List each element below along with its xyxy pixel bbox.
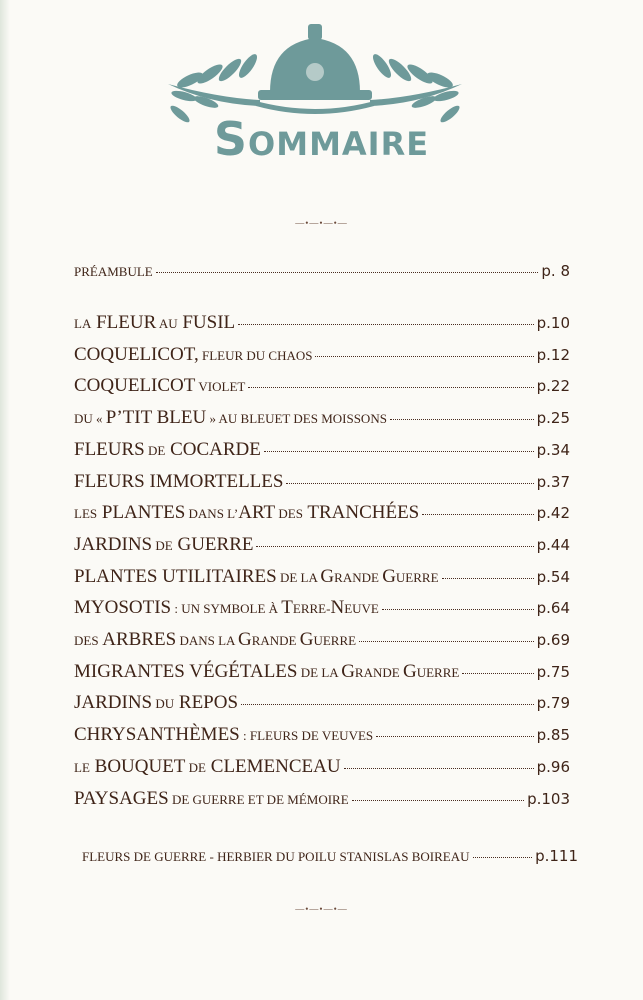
toc-entry[interactable] bbox=[74, 724, 570, 746]
toc-entry-title-part: LES bbox=[74, 506, 98, 521]
dot-leader bbox=[248, 387, 533, 388]
toc-entry-page: p.34 bbox=[536, 441, 570, 459]
toc-entry-page: p.22 bbox=[536, 377, 570, 395]
toc-entry-page: p.111 bbox=[535, 847, 578, 865]
toc-entry-title bbox=[74, 344, 312, 366]
toc-entry-title-part: UERRE bbox=[395, 570, 439, 585]
toc-entry-page: p.25 bbox=[536, 409, 570, 427]
toc-entry-title-part: VIOLET bbox=[195, 379, 246, 394]
toc-entry[interactable] bbox=[74, 629, 570, 651]
toc-entry[interactable] bbox=[74, 788, 570, 810]
toc-entry-title-part: REPOS bbox=[174, 692, 239, 713]
toc-entry-title: PRÉAMBULE bbox=[74, 264, 153, 279]
dot-leader bbox=[376, 736, 533, 737]
toc-entry-title-part: COCARDE bbox=[165, 439, 261, 460]
dot-leader bbox=[352, 800, 524, 801]
toc-entry-title-part: AU bbox=[156, 316, 178, 331]
toc-entry-title-part: : UN SYMBOLE À bbox=[171, 601, 282, 616]
toc-entry[interactable] bbox=[74, 661, 570, 683]
toc-entry-title-part: DES bbox=[74, 633, 99, 648]
toc-entry-title-part: G bbox=[299, 629, 314, 650]
toc-entry-title-part: - HERBIER DU POILU STANISLAS BOIREAU bbox=[206, 849, 470, 864]
toc-entry-title-part: ERRE- bbox=[292, 601, 331, 616]
toc-entry[interactable] bbox=[74, 597, 570, 619]
toc-entry[interactable] bbox=[74, 375, 570, 397]
toc-entry-title-part: DE bbox=[185, 760, 207, 775]
dot-leader bbox=[390, 419, 534, 420]
dot-leader bbox=[241, 704, 534, 705]
ornament-divider-top: —•—•—•— bbox=[295, 218, 348, 228]
dot-leader bbox=[442, 578, 534, 579]
toc-entry-title-part: LE bbox=[74, 760, 90, 775]
toc-entry-title bbox=[74, 724, 373, 746]
toc-entry-title-part: JARDINS bbox=[74, 692, 153, 713]
toc-entry-title-part: RANDE bbox=[334, 570, 383, 585]
toc-entry-title-part: RANDE bbox=[251, 633, 300, 648]
toc-entry-page: p.37 bbox=[536, 473, 570, 491]
toc-entry[interactable] bbox=[74, 756, 570, 778]
toc-entry-page: p.42 bbox=[536, 504, 570, 522]
toc-entry-title-part: PLANTES bbox=[97, 502, 186, 523]
toc-entry-title-part: TRANCHÉES bbox=[302, 502, 420, 523]
toc-entry-title-part: ARBRES bbox=[98, 629, 177, 650]
toc-entry-title-part: LA bbox=[74, 316, 92, 331]
toc-entry-title bbox=[74, 788, 349, 810]
toc-entry-title-part: » AU BLEUET DES MOISSONS bbox=[206, 411, 387, 426]
dot-leader bbox=[344, 768, 534, 769]
toc-entry-title-part: FUSIL bbox=[177, 312, 236, 333]
toc-entry-title-part: : FLEURS DE VEUVES bbox=[239, 728, 374, 743]
dot-leader bbox=[422, 514, 533, 515]
toc-entry[interactable] bbox=[74, 407, 570, 429]
toc-entry-page: p.69 bbox=[536, 631, 570, 649]
toc-entry-title bbox=[74, 597, 379, 619]
toc-entry-page: p. 8 bbox=[541, 262, 570, 280]
toc-entry-title-part: N bbox=[330, 597, 345, 618]
toc-entry-title-part: RANDE bbox=[354, 665, 403, 680]
toc-entry-page: p.10 bbox=[536, 314, 570, 332]
toc-entry-title-part: FLEUR bbox=[91, 312, 157, 333]
dot-leader bbox=[238, 324, 533, 325]
toc-entry-title-part: MIGRANTES VÉGÉTALES bbox=[74, 661, 298, 682]
dot-leader bbox=[156, 272, 539, 273]
toc-entry-title bbox=[82, 848, 470, 866]
toc-entry-title-part: DE bbox=[144, 443, 166, 458]
toc-entry-page: p.85 bbox=[536, 726, 570, 744]
toc-entry-page: p.96 bbox=[536, 758, 570, 776]
toc-entry-title bbox=[74, 439, 261, 461]
toc-entry-title-part: JARDINS bbox=[74, 534, 153, 555]
toc-entry-title-part: FLEURS bbox=[74, 439, 145, 460]
toc-entry-title bbox=[74, 312, 235, 334]
dot-leader bbox=[256, 546, 533, 547]
toc-entry-page: p.44 bbox=[536, 536, 570, 554]
toc-entry-title-part: DANS L’ bbox=[185, 506, 239, 521]
toc-entry-title bbox=[74, 502, 419, 524]
toc-entry-title-part: BOUQUET bbox=[89, 756, 186, 777]
toc-entry-title bbox=[74, 471, 283, 493]
toc-entry-title-part: ART bbox=[238, 502, 276, 523]
toc-entry-page: p.12 bbox=[536, 346, 570, 364]
toc-entry-appendix[interactable] bbox=[82, 847, 578, 866]
toc-entry-title-part: PLANTES UTILITAIRES bbox=[74, 566, 277, 587]
toc-entry-title-part: COQUELICOT bbox=[74, 375, 196, 396]
dot-leader bbox=[359, 641, 534, 642]
toc-entry-title-part: EUVE bbox=[344, 601, 379, 616]
dot-leader bbox=[382, 609, 534, 610]
toc-entry-title-part: G bbox=[341, 661, 355, 682]
toc-entry-title-part: COQUELICOT, bbox=[74, 344, 199, 365]
toc-entry-title-part: P’TIT BLEU bbox=[105, 407, 207, 428]
toc-entry-title-part: DU bbox=[152, 696, 175, 711]
toc-entry-title-part: G bbox=[382, 566, 396, 587]
toc-entry-title-part: DE LA bbox=[297, 665, 342, 680]
toc-entry-title-part: PAYSAGES bbox=[74, 788, 169, 809]
toc-entry-title-part: G bbox=[402, 661, 417, 682]
toc-entry-title-part: DE bbox=[152, 538, 173, 553]
toc-entry-page: p.103 bbox=[527, 790, 570, 808]
dot-leader bbox=[473, 857, 533, 858]
toc-entry-title-part: DANS LA bbox=[176, 633, 238, 648]
toc-entry-title-part: UERRE bbox=[313, 633, 357, 648]
toc-entry[interactable] bbox=[74, 471, 570, 493]
toc-entry-page: p.75 bbox=[536, 663, 570, 681]
toc-entry[interactable] bbox=[74, 439, 570, 461]
toc-entry-title-part: CLEMENCEAU bbox=[206, 756, 341, 777]
toc-entry-title-part: FLEURS DE GUERRE bbox=[82, 849, 207, 864]
toc-entry-title-part: CHRYSANTHÈMES bbox=[74, 724, 240, 745]
toc-entry-page: p.64 bbox=[536, 599, 570, 617]
toc-entry-title bbox=[74, 661, 459, 683]
toc-entry-title bbox=[74, 375, 245, 397]
toc-entry-title-part: DES bbox=[275, 506, 303, 521]
toc-entry-title-part: DU « bbox=[74, 411, 106, 426]
toc-entry-title-part: T bbox=[281, 597, 293, 618]
dot-leader bbox=[462, 673, 533, 674]
toc-entry[interactable] bbox=[74, 312, 570, 334]
toc-entry-page: p.54 bbox=[536, 568, 570, 586]
toc-entry-title-part: MYOSOTIS bbox=[74, 597, 172, 618]
toc-entry-title bbox=[74, 534, 253, 556]
dot-leader bbox=[286, 483, 533, 484]
toc-entry-title-part: G bbox=[237, 629, 252, 650]
toc-entry-title-part: DE GUERRE ET DE MÉMOIRE bbox=[168, 792, 349, 807]
toc-entry-title bbox=[74, 407, 387, 429]
toc-entry-title bbox=[74, 692, 238, 714]
toc-entry-title-part: G bbox=[320, 566, 335, 587]
toc-entry[interactable] bbox=[74, 344, 570, 366]
ornament-divider-bottom: —•—•—•— bbox=[295, 904, 348, 914]
toc-entry-preambule[interactable] bbox=[74, 262, 570, 280]
toc-entry-page: p.79 bbox=[536, 694, 570, 712]
dot-leader bbox=[264, 451, 534, 452]
toc-entry-title-part: DE LA bbox=[276, 570, 321, 585]
toc-entry-title-part: UERRE bbox=[416, 665, 460, 680]
toc-entry-title bbox=[74, 756, 341, 778]
toc-entry[interactable] bbox=[74, 534, 570, 556]
toc-entry[interactable] bbox=[74, 566, 570, 588]
toc-entry-title-part: GUERRE bbox=[172, 534, 254, 555]
toc-entry-title-part: FLEURS IMMORTELLES bbox=[74, 471, 284, 492]
dot-leader bbox=[315, 356, 533, 357]
toc-entry[interactable] bbox=[74, 692, 570, 714]
toc-entry[interactable] bbox=[74, 502, 570, 524]
toc-entry-title bbox=[74, 566, 439, 588]
toc-entry-title-part: FLEUR DU CHAOS bbox=[198, 348, 313, 363]
toc-entry-title bbox=[74, 629, 356, 651]
page-title: Sommaire bbox=[213, 112, 430, 166]
